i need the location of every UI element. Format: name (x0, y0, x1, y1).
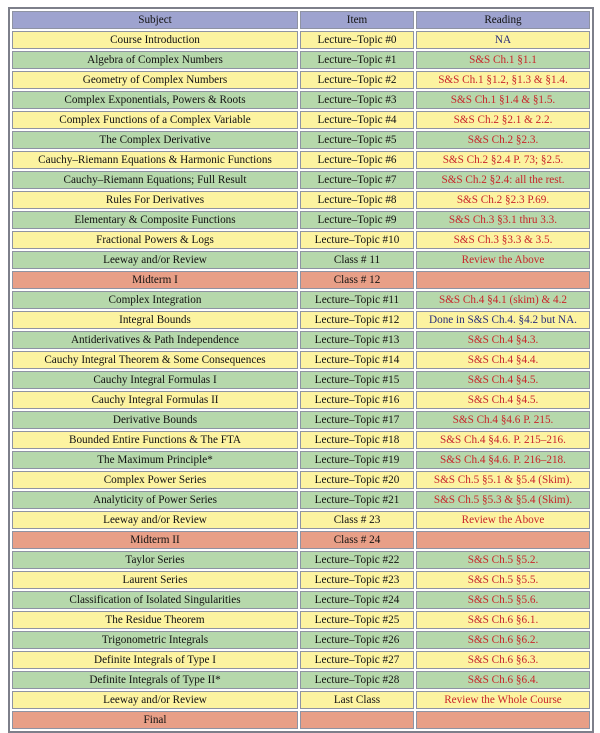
subject-cell: Integral Bounds (12, 311, 298, 329)
table-row (12, 411, 590, 429)
table-row (12, 371, 590, 389)
table-row (12, 151, 590, 169)
subject-cell: Definite Integrals of Type I (12, 651, 298, 669)
reading-cell: S&S Ch.6 §6.2. (416, 631, 590, 649)
item-cell: Lecture–Topic #26 (300, 631, 414, 649)
reading-cell: S&S Ch.1 §1.4 & §1.5. (416, 91, 590, 109)
table-row (12, 231, 590, 249)
item-cell: Lecture–Topic #1 (300, 51, 414, 69)
table-row (12, 591, 590, 609)
item-cell: Lecture–Topic #2 (300, 71, 414, 89)
table-row (12, 691, 590, 709)
table-row (12, 131, 590, 149)
reading-cell: S&S Ch.5 §5.3 & §5.4 (Skim). (416, 491, 590, 509)
table-row (12, 611, 590, 629)
item-cell (300, 711, 414, 729)
subject-cell: Rules For Derivatives (12, 191, 298, 209)
subject-cell: Laurent Series (12, 571, 298, 589)
table-row (12, 451, 590, 469)
reading-cell: Review the Whole Course (416, 691, 590, 709)
subject-cell: Leeway and/or Review (12, 511, 298, 529)
subject-cell: Complex Exponentials, Powers & Roots (12, 91, 298, 109)
item-cell: Lecture–Topic #22 (300, 551, 414, 569)
subject-cell: Midterm II (12, 531, 298, 549)
reading-cell: S&S Ch.5 §5.5. (416, 571, 590, 589)
schedule-rows (12, 31, 590, 729)
subject-cell: Derivative Bounds (12, 411, 298, 429)
reading-cell: S&S Ch.5 §5.2. (416, 551, 590, 569)
table-row (12, 471, 590, 489)
subject-cell: Midterm I (12, 271, 298, 289)
table-row (12, 111, 590, 129)
table-row (12, 531, 590, 549)
table-row (12, 291, 590, 309)
subject-cell: Cauchy–Riemann Equations & Harmonic Functions (12, 151, 298, 169)
item-cell: Lecture–Topic #20 (300, 471, 414, 489)
table-row (12, 431, 590, 449)
table-row (12, 251, 590, 269)
reading-cell: S&S Ch.4 §4.1 (skim) & 4.2 (416, 291, 590, 309)
table-row (12, 71, 590, 89)
reading-cell: S&S Ch.6 §6.4. (416, 671, 590, 689)
subject-cell: Cauchy Integral Theorem & Some Consequences (12, 351, 298, 369)
item-cell: Lecture–Topic #23 (300, 571, 414, 589)
table-row (12, 331, 590, 349)
subject-cell: Cauchy Integral Formulas II (12, 391, 298, 409)
header-row (12, 11, 590, 29)
reading-cell: S&S Ch.3 §3.3 & 3.5. (416, 231, 590, 249)
table-row (12, 511, 590, 529)
reading-cell: Review the Above (416, 251, 590, 269)
subject-cell: Analyticity of Power Series (12, 491, 298, 509)
item-cell: Lecture–Topic #15 (300, 371, 414, 389)
table-row (12, 51, 590, 69)
course-schedule-table (8, 7, 594, 733)
reading-cell: S&S Ch.2 §2.3 P.69. (416, 191, 590, 209)
table-row (12, 571, 590, 589)
item-column-header: Item (300, 11, 414, 29)
item-cell: Lecture–Topic #18 (300, 431, 414, 449)
reading-cell: S&S Ch.4 §4.6. P. 216–218. (416, 451, 590, 469)
item-cell: Lecture–Topic #6 (300, 151, 414, 169)
reading-cell: S&S Ch.4 §4.4. (416, 351, 590, 369)
reading-cell: S&S Ch.4 §4.6 P. 215. (416, 411, 590, 429)
item-cell: Lecture–Topic #14 (300, 351, 414, 369)
item-cell: Lecture–Topic #7 (300, 171, 414, 189)
item-cell: Class # 12 (300, 271, 414, 289)
subject-cell: The Maximum Principle* (12, 451, 298, 469)
reading-cell: S&S Ch.2 §2.1 & 2.2. (416, 111, 590, 129)
item-cell: Class # 23 (300, 511, 414, 529)
item-cell: Lecture–Topic #24 (300, 591, 414, 609)
subject-cell: Complex Power Series (12, 471, 298, 489)
reading-cell: S&S Ch.3 §3.1 thru 3.3. (416, 211, 590, 229)
table-row (12, 31, 590, 49)
reading-cell: S&S Ch.1 §1.1 (416, 51, 590, 69)
table-row (12, 351, 590, 369)
item-cell: Lecture–Topic #21 (300, 491, 414, 509)
table-row (12, 551, 590, 569)
table-row (12, 91, 590, 109)
reading-cell: S&S Ch.2 §2.3. (416, 131, 590, 149)
subject-cell: Elementary & Composite Functions (12, 211, 298, 229)
item-cell: Lecture–Topic #27 (300, 651, 414, 669)
reading-cell: NA (416, 31, 590, 49)
subject-cell: The Complex Derivative (12, 131, 298, 149)
schedule-container (8, 7, 592, 733)
item-cell: Lecture–Topic #11 (300, 291, 414, 309)
subject-cell: Complex Integration (12, 291, 298, 309)
table-row (12, 191, 590, 209)
reading-cell: S&S Ch.6 §6.1. (416, 611, 590, 629)
subject-cell: Cauchy Integral Formulas I (12, 371, 298, 389)
subject-cell: Final (12, 711, 298, 729)
subject-cell: Leeway and/or Review (12, 691, 298, 709)
subject-column-header: Subject (12, 11, 298, 29)
subject-cell: Cauchy–Riemann Equations; Full Result (12, 171, 298, 189)
item-cell: Lecture–Topic #17 (300, 411, 414, 429)
item-cell: Lecture–Topic #28 (300, 671, 414, 689)
item-cell: Lecture–Topic #10 (300, 231, 414, 249)
reading-cell (416, 271, 590, 289)
item-cell: Class # 11 (300, 251, 414, 269)
subject-cell: Fractional Powers & Logs (12, 231, 298, 249)
reading-cell: Done in S&S Ch.4. §4.2 but NA. (416, 311, 590, 329)
table-row (12, 271, 590, 289)
item-cell: Lecture–Topic #25 (300, 611, 414, 629)
reading-cell: S&S Ch.4 §4.5. (416, 391, 590, 409)
item-cell: Last Class (300, 691, 414, 709)
subject-cell: Taylor Series (12, 551, 298, 569)
table-row (12, 651, 590, 669)
table-row (12, 711, 590, 729)
reading-cell: S&S Ch.1 §1.2, §1.3 & §1.4. (416, 71, 590, 89)
subject-cell: Definite Integrals of Type II* (12, 671, 298, 689)
table-row (12, 391, 590, 409)
reading-cell: S&S Ch.2 §2.4 P. 73; §2.5. (416, 151, 590, 169)
subject-cell: Classification of Isolated Singularities (12, 591, 298, 609)
subject-cell: Course Introduction (12, 31, 298, 49)
reading-column-header: Reading (416, 11, 590, 29)
item-cell: Lecture–Topic #13 (300, 331, 414, 349)
item-cell: Lecture–Topic #0 (300, 31, 414, 49)
reading-cell: S&S Ch.2 §2.4: all the rest. (416, 171, 590, 189)
reading-cell: S&S Ch.5 §5.6. (416, 591, 590, 609)
item-cell: Lecture–Topic #3 (300, 91, 414, 109)
subject-cell: Antiderivatives & Path Independence (12, 331, 298, 349)
item-cell: Lecture–Topic #4 (300, 111, 414, 129)
subject-cell: Leeway and/or Review (12, 251, 298, 269)
reading-cell: S&S Ch.6 §6.3. (416, 651, 590, 669)
item-cell: Lecture–Topic #16 (300, 391, 414, 409)
item-cell: Lecture–Topic #5 (300, 131, 414, 149)
item-cell: Lecture–Topic #19 (300, 451, 414, 469)
subject-cell: Bounded Entire Functions & The FTA (12, 431, 298, 449)
reading-cell: S&S Ch.4 §4.6. P. 215–216. (416, 431, 590, 449)
reading-cell: S&S Ch.5 §5.1 & §5.4 (Skim). (416, 471, 590, 489)
table-row (12, 311, 590, 329)
subject-cell: Trigonometric Integrals (12, 631, 298, 649)
table-row (12, 491, 590, 509)
reading-cell: Review the Above (416, 511, 590, 529)
reading-cell (416, 531, 590, 549)
subject-cell: The Residue Theorem (12, 611, 298, 629)
item-cell: Lecture–Topic #12 (300, 311, 414, 329)
reading-cell: S&S Ch.4 §4.5. (416, 371, 590, 389)
table-row (12, 671, 590, 689)
table-row (12, 211, 590, 229)
table-row (12, 631, 590, 649)
reading-cell: S&S Ch.4 §4.3. (416, 331, 590, 349)
table-row (12, 171, 590, 189)
subject-cell: Complex Functions of a Complex Variable (12, 111, 298, 129)
reading-cell (416, 711, 590, 729)
item-cell: Lecture–Topic #9 (300, 211, 414, 229)
subject-cell: Algebra of Complex Numbers (12, 51, 298, 69)
subject-cell: Geometry of Complex Numbers (12, 71, 298, 89)
item-cell: Class # 24 (300, 531, 414, 549)
item-cell: Lecture–Topic #8 (300, 191, 414, 209)
